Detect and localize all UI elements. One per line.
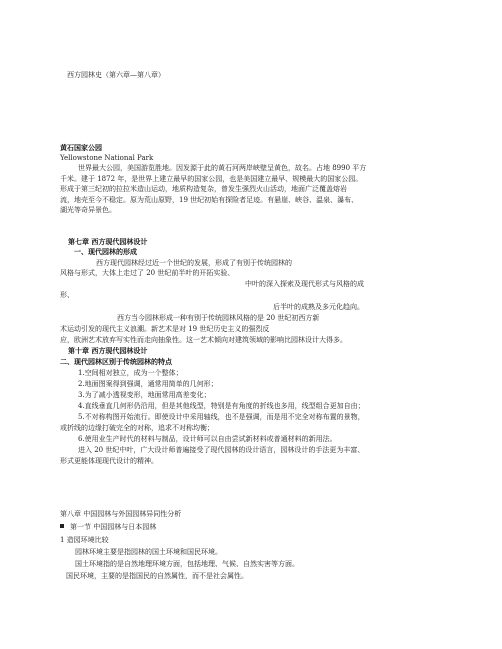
chapter7-line: 应，欧洲艺术放弃写实性而走向抽象性。这一艺术倾向对建筑领域的影响比园林设计大得多。 xyxy=(60,336,347,344)
closing-line: 形式更能体现现代设计的精神。 xyxy=(60,457,158,465)
bullet-square-icon xyxy=(60,524,64,528)
yellowstone-subheading: Yellowstone National Park xyxy=(60,154,154,162)
feature-point: 2.地面图案得到强调，通常用简单的几何形； xyxy=(78,380,218,388)
chapter8-line: 园林环境主要是指园林的国土环境和国民环境。 xyxy=(75,548,222,556)
chapter7-heading: 第七章 西方现代园林设计 xyxy=(68,237,148,246)
feature-point: 6.使用业生产时代的材料与制品，设计师可以自由尝试新材料或普通材料的新用法。 xyxy=(78,435,337,443)
chapter10-heading: 第十章 西方现代园林设计 xyxy=(68,346,148,355)
yellowstone-line: 形成于第三纪初的拉拉米造山运动，地质构造复杂，曾发生强烈火山活动，地面广泛覆盖熔岩 xyxy=(60,185,347,193)
chapter7-section-1: 一、现代园林的形成 xyxy=(74,247,137,256)
chapter8-item: 1 造园环境比较 xyxy=(60,536,109,544)
chapter7-section-2: 二、现代园林区别于传统园林的特点 xyxy=(60,357,172,366)
chapter8-heading: 第八章 中国园林与外国园林异同性分析 xyxy=(60,510,182,518)
chapter7-line: 中叶的深入探索及现代形式与风格的成 xyxy=(245,280,364,288)
chapter7-line: 术运动引发的现代主义浪潮。新艺术是对 19 世纪历史主义的强烈反 xyxy=(60,325,270,333)
yellowstone-line: 世界最大公园，美国游览胜地。因发源于此的黄石河两岸峡壁呈黄色，故名。占地 8990 平方 xyxy=(78,164,367,172)
chapter7-line: 西方当今园林形成一种有别于传统园林风格的是 20 世纪初西方新 xyxy=(117,314,320,322)
closing-line: 进入 20 世纪中叶，广大设计师普遍接受了现代园林的设计语言，园林设计的手法更为丰富、 xyxy=(78,446,365,454)
chapter8-section-label: 第一节 中国园林与日本园林 xyxy=(70,523,157,531)
feature-point: 1.空间相对独立，成为一个整体； xyxy=(78,369,183,377)
chapter8-section xyxy=(60,522,156,532)
chapter7-line: 西方现代园林经过近一个世纪的发展，形成了有别于传统园林的 xyxy=(96,259,292,267)
yellowstone-line: 流，地壳至今不稳定。原为荒山原野，19 世纪初始有探险者足迹。有悬崖、峡谷、温泉、瀑布、 xyxy=(60,196,359,204)
chapter7-line: 形、 xyxy=(60,291,74,299)
feature-point: 3.为了减小透视变形，地面常用高差变化； xyxy=(78,391,211,399)
feature-point: 4.直线垂直几何形仍沿用，但是其他线型，特别是有角度的折线也多用，线型组合更加自由； xyxy=(78,402,365,410)
feature-point: 或折线的边缘打破完全的对称，追求不对称均衡； xyxy=(60,424,214,432)
chapter7-line: 风格与形式，大体上走过了 20 世纪前半叶的开拓实验、 xyxy=(60,269,235,277)
yellowstone-heading: 黄石国家公园 xyxy=(60,143,102,152)
doc-title: 西方园林史（第六章—第八章） xyxy=(67,71,165,79)
chapter7-line: 后半叶的成熟及多元化趋向。 xyxy=(273,303,364,311)
yellowstone-line: 千米。建于 1872 年，是世界上建立最早的国家公园，也是美国建立最早、规模最大的国家公园。 xyxy=(60,175,363,183)
chapter8-line: 国民环境，主要的是指国民的自然属性，而不是社会属性。 xyxy=(66,572,248,580)
feature-point: 5.不对称构图开始流行。即使设计中采用轴线，也不是强调，而是用不完全对称布置的景物， xyxy=(78,413,365,421)
chapter8-line: 国土环境指的是自然地理环境方面，包括地理、气候、自然实害等方面。 xyxy=(75,560,299,568)
yellowstone-line: 湖光等奇异景色。 xyxy=(60,206,116,214)
